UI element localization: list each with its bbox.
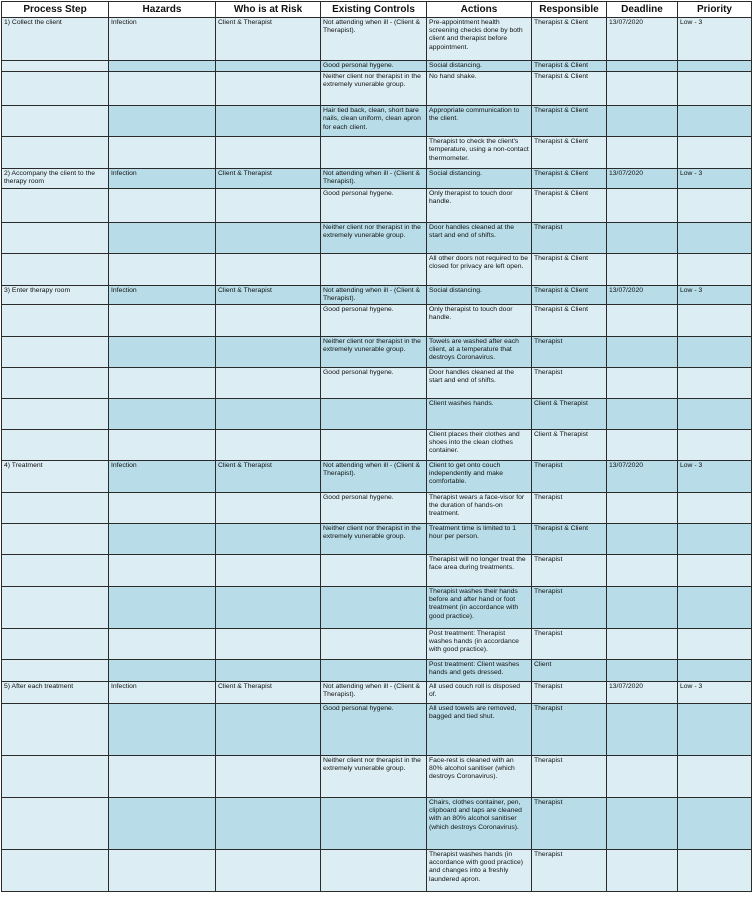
table-row xyxy=(2,253,752,285)
who-at-risk-cell xyxy=(216,704,321,756)
hazard-cell: Infection xyxy=(109,285,216,304)
deadline-cell xyxy=(607,253,678,285)
existing-control-cell: Good personal hygene. xyxy=(321,61,427,72)
process-step-cell xyxy=(2,253,109,285)
who-at-risk-cell: Client & Therapist xyxy=(216,18,321,61)
table-row xyxy=(2,660,752,682)
responsible-cell: Therapist & Client xyxy=(532,61,607,72)
deadline-cell xyxy=(607,337,678,368)
table-row xyxy=(2,461,752,493)
responsible-cell: Therapist & Client xyxy=(532,72,607,106)
who-at-risk-cell xyxy=(216,430,321,461)
deadline-cell xyxy=(607,137,678,169)
table-row xyxy=(2,337,752,368)
action-cell: Therapist to check the client's temperature, using a non-contact thermometer. xyxy=(427,137,532,169)
who-at-risk-cell xyxy=(216,137,321,169)
responsible-cell: Therapist & Client xyxy=(532,305,607,337)
table-row xyxy=(2,524,752,555)
process-step-cell xyxy=(2,399,109,430)
who-at-risk-cell xyxy=(216,798,321,850)
existing-control-cell: Neither client nor therapist in the extremely vunerable group. xyxy=(321,72,427,106)
existing-control-cell: Not attending when ill - (Client & Therapist). xyxy=(321,169,427,188)
header-responsible: Responsible xyxy=(532,2,607,18)
action-cell: All used towels are removed, bagged and tied shut. xyxy=(427,704,532,756)
action-cell: Treatment time is limited to 1 hour per person. xyxy=(427,524,532,555)
priority-cell xyxy=(678,61,752,72)
action-cell: Social distancing. xyxy=(427,61,532,72)
deadline-cell xyxy=(607,61,678,72)
table-row xyxy=(2,18,752,61)
deadline-cell: 13/07/2020 xyxy=(607,18,678,61)
responsible-cell: Therapist & Client xyxy=(532,524,607,555)
process-step-cell: 1) Collect the client xyxy=(2,18,109,61)
responsible-cell: Therapist xyxy=(532,368,607,399)
who-at-risk-cell xyxy=(216,524,321,555)
responsible-cell: Therapist xyxy=(532,850,607,892)
action-cell: Therapist washes hands (in accordance with good practice) and changes into a freshly laundered apron. xyxy=(427,850,532,892)
table-row xyxy=(2,106,752,137)
priority-cell xyxy=(678,704,752,756)
priority-cell xyxy=(678,430,752,461)
deadline-cell xyxy=(607,222,678,253)
who-at-risk-cell xyxy=(216,555,321,587)
table-row xyxy=(2,188,752,222)
existing-control-cell: Hair tied back, clean, short bare nails, clean uniform, clean apron for each client. xyxy=(321,106,427,137)
who-at-risk-cell: Client & Therapist xyxy=(216,682,321,704)
action-cell: Post treatment: Therapist washes hands (in accordance with good practice). xyxy=(427,629,532,660)
risk-assessment-table xyxy=(1,1,752,892)
action-cell: Therapist wears a face-visor for the duration of hands-on treatment. xyxy=(427,493,532,524)
who-at-risk-cell xyxy=(216,629,321,660)
process-step-cell xyxy=(2,61,109,72)
table-row xyxy=(2,72,752,106)
priority-cell: Low - 3 xyxy=(678,18,752,61)
responsible-cell: Therapist & Client xyxy=(532,106,607,137)
table-row xyxy=(2,399,752,430)
who-at-risk-cell xyxy=(216,756,321,798)
deadline-cell xyxy=(607,188,678,222)
table-row xyxy=(2,169,752,188)
table-row xyxy=(2,493,752,524)
deadline-cell xyxy=(607,704,678,756)
who-at-risk-cell xyxy=(216,253,321,285)
who-at-risk-cell: Client & Therapist xyxy=(216,461,321,493)
existing-control-cell xyxy=(321,555,427,587)
deadline-cell xyxy=(607,305,678,337)
hazard-cell xyxy=(109,493,216,524)
who-at-risk-cell xyxy=(216,106,321,137)
hazard-cell xyxy=(109,524,216,555)
process-step-cell xyxy=(2,629,109,660)
existing-control-cell: Good personal hygene. xyxy=(321,188,427,222)
who-at-risk-cell: Client & Therapist xyxy=(216,169,321,188)
responsible-cell: Therapist xyxy=(532,555,607,587)
process-step-cell xyxy=(2,222,109,253)
hazard-cell xyxy=(109,368,216,399)
hazard-cell xyxy=(109,629,216,660)
deadline-cell: 13/07/2020 xyxy=(607,461,678,493)
deadline-cell xyxy=(607,430,678,461)
hazard-cell xyxy=(109,660,216,682)
existing-control-cell: Neither client nor therapist in the extremely vunerable group. xyxy=(321,524,427,555)
process-step-cell xyxy=(2,106,109,137)
header-actions: Actions xyxy=(427,2,532,18)
table-row xyxy=(2,285,752,304)
header-priority: Priority xyxy=(678,2,752,18)
process-step-cell xyxy=(2,430,109,461)
hazard-cell xyxy=(109,305,216,337)
action-cell: Door handles cleaned at the start and end of shifts. xyxy=(427,368,532,399)
table-row xyxy=(2,682,752,704)
priority-cell xyxy=(678,188,752,222)
process-step-cell xyxy=(2,660,109,682)
responsible-cell: Therapist xyxy=(532,587,607,629)
existing-control-cell: Neither client nor therapist in the extremely vunerable group. xyxy=(321,756,427,798)
responsible-cell: Therapist & Client xyxy=(532,169,607,188)
hazard-cell xyxy=(109,253,216,285)
process-step-cell: 2) Accompany the client to the therapy room xyxy=(2,169,109,188)
action-cell: Only therapist to touch door handle. xyxy=(427,188,532,222)
existing-control-cell: Not attending when ill - (Client & Therapist). xyxy=(321,461,427,493)
priority-cell: Low - 3 xyxy=(678,461,752,493)
deadline-cell: 13/07/2020 xyxy=(607,682,678,704)
process-step-cell xyxy=(2,188,109,222)
responsible-cell: Therapist & Client xyxy=(532,285,607,304)
existing-control-cell xyxy=(321,629,427,660)
who-at-risk-cell xyxy=(216,222,321,253)
existing-control-cell: Not attending when ill - (Client & Therapist). xyxy=(321,285,427,304)
priority-cell xyxy=(678,305,752,337)
process-step-cell xyxy=(2,587,109,629)
responsible-cell: Therapist xyxy=(532,629,607,660)
table-row xyxy=(2,222,752,253)
deadline-cell xyxy=(607,850,678,892)
existing-control-cell: Not attending when ill - (Client & Therapist). xyxy=(321,18,427,61)
responsible-cell: Therapist xyxy=(532,682,607,704)
deadline-cell xyxy=(607,555,678,587)
deadline-cell xyxy=(607,587,678,629)
hazard-cell xyxy=(109,587,216,629)
who-at-risk-cell xyxy=(216,188,321,222)
action-cell: All used couch roll is disposed of. xyxy=(427,682,532,704)
action-cell: Towels are washed after each client, at a temperature that destroys Coronavirus. xyxy=(427,337,532,368)
deadline-cell xyxy=(607,756,678,798)
action-cell: Therapist washes their hands before and after hand or foot treatment (in accordance with good practice). xyxy=(427,587,532,629)
process-step-cell: 5) After each treatment xyxy=(2,682,109,704)
responsible-cell: Client xyxy=(532,660,607,682)
header-who-at-risk: Who is at Risk xyxy=(216,2,321,18)
hazard-cell xyxy=(109,798,216,850)
action-cell: Appropriate communication to the client. xyxy=(427,106,532,137)
hazard-cell xyxy=(109,222,216,253)
who-at-risk-cell xyxy=(216,587,321,629)
table-row xyxy=(2,555,752,587)
responsible-cell: Client & Therapist xyxy=(532,399,607,430)
action-cell: Only therapist to touch door handle. xyxy=(427,305,532,337)
responsible-cell: Therapist & Client xyxy=(532,137,607,169)
action-cell: Client to get onto couch independently and make comfortable. xyxy=(427,461,532,493)
existing-control-cell: Neither client nor therapist in the extremely vunerable group. xyxy=(321,337,427,368)
hazard-cell xyxy=(109,106,216,137)
hazard-cell xyxy=(109,399,216,430)
process-step-cell xyxy=(2,524,109,555)
table-row xyxy=(2,430,752,461)
process-step-cell xyxy=(2,850,109,892)
existing-control-cell xyxy=(321,587,427,629)
priority-cell xyxy=(678,253,752,285)
process-step-cell: 3) Enter therapy room xyxy=(2,285,109,304)
action-cell: Client washes hands. xyxy=(427,399,532,430)
deadline-cell: 13/07/2020 xyxy=(607,285,678,304)
hazard-cell: Infection xyxy=(109,18,216,61)
hazard-cell xyxy=(109,337,216,368)
table-row xyxy=(2,756,752,798)
header-process-step: Process Step xyxy=(2,2,109,18)
action-cell: Chairs, clothes container, pen, clipboard and taps are cleaned with an 80% alcohol sanitiser (which destroys Coronavirus). xyxy=(427,798,532,850)
action-cell: Pre-appointment health screening checks done by both client and therapist before appointment. xyxy=(427,18,532,61)
responsible-cell: Therapist xyxy=(532,704,607,756)
priority-cell xyxy=(678,222,752,253)
responsible-cell: Therapist xyxy=(532,337,607,368)
responsible-cell: Therapist xyxy=(532,756,607,798)
process-step-cell xyxy=(2,305,109,337)
responsible-cell: Therapist xyxy=(532,222,607,253)
process-step-cell xyxy=(2,493,109,524)
who-at-risk-cell xyxy=(216,493,321,524)
action-cell: Door handles cleaned at the start and end of shifts. xyxy=(427,222,532,253)
hazard-cell: Infection xyxy=(109,682,216,704)
process-step-cell xyxy=(2,756,109,798)
responsible-cell: Therapist xyxy=(532,461,607,493)
existing-control-cell xyxy=(321,850,427,892)
responsible-cell: Therapist & Client xyxy=(532,253,607,285)
deadline-cell xyxy=(607,493,678,524)
existing-control-cell: Neither client nor therapist in the extremely vunerable group. xyxy=(321,222,427,253)
action-cell: Post treatment: Client washes hands and gets dressed. xyxy=(427,660,532,682)
deadline-cell: 13/07/2020 xyxy=(607,169,678,188)
priority-cell xyxy=(678,798,752,850)
table-row xyxy=(2,704,752,756)
table-row xyxy=(2,368,752,399)
responsible-cell: Therapist & Client xyxy=(532,18,607,61)
priority-cell xyxy=(678,555,752,587)
priority-cell xyxy=(678,72,752,106)
deadline-cell xyxy=(607,524,678,555)
action-cell: Face-rest is cleaned with an 80% alcohol sanitiser (which destroys Coronavirus). xyxy=(427,756,532,798)
action-cell: All other doors not required to be closed for privacy are left open. xyxy=(427,253,532,285)
existing-control-cell: Good personal hygene. xyxy=(321,704,427,756)
header-row xyxy=(2,2,752,18)
priority-cell: Low - 3 xyxy=(678,169,752,188)
table-row xyxy=(2,305,752,337)
existing-control-cell: Not attending when ill - (Client & Therapist). xyxy=(321,682,427,704)
responsible-cell: Therapist xyxy=(532,798,607,850)
action-cell: Client places their clothes and shoes into the clean clothes container. xyxy=(427,430,532,461)
deadline-cell xyxy=(607,629,678,660)
existing-control-cell xyxy=(321,253,427,285)
table-row xyxy=(2,798,752,850)
hazard-cell xyxy=(109,137,216,169)
priority-cell xyxy=(678,137,752,169)
process-step-cell xyxy=(2,704,109,756)
deadline-cell xyxy=(607,368,678,399)
process-step-cell xyxy=(2,337,109,368)
process-step-cell xyxy=(2,72,109,106)
priority-cell xyxy=(678,337,752,368)
priority-cell xyxy=(678,368,752,399)
process-step-cell xyxy=(2,368,109,399)
priority-cell xyxy=(678,524,752,555)
hazard-cell: Infection xyxy=(109,461,216,493)
responsible-cell: Therapist xyxy=(532,493,607,524)
who-at-risk-cell: Client & Therapist xyxy=(216,285,321,304)
who-at-risk-cell xyxy=(216,850,321,892)
hazard-cell: Infection xyxy=(109,169,216,188)
hazard-cell xyxy=(109,430,216,461)
action-cell: No hand shake. xyxy=(427,72,532,106)
priority-cell xyxy=(678,587,752,629)
hazard-cell xyxy=(109,756,216,798)
process-step-cell xyxy=(2,137,109,169)
who-at-risk-cell xyxy=(216,72,321,106)
priority-cell xyxy=(678,106,752,137)
action-cell: Therapist will no longer treat the face area during treatments. xyxy=(427,555,532,587)
hazard-cell xyxy=(109,72,216,106)
hazard-cell xyxy=(109,704,216,756)
hazard-cell xyxy=(109,188,216,222)
process-step-cell xyxy=(2,555,109,587)
priority-cell xyxy=(678,660,752,682)
deadline-cell xyxy=(607,106,678,137)
priority-cell xyxy=(678,850,752,892)
priority-cell xyxy=(678,493,752,524)
deadline-cell xyxy=(607,72,678,106)
existing-control-cell: Good personal hygene. xyxy=(321,368,427,399)
existing-control-cell xyxy=(321,137,427,169)
priority-cell xyxy=(678,629,752,660)
existing-control-cell xyxy=(321,798,427,850)
existing-control-cell xyxy=(321,430,427,461)
deadline-cell xyxy=(607,798,678,850)
table-row xyxy=(2,629,752,660)
process-step-cell xyxy=(2,798,109,850)
table-row xyxy=(2,61,752,72)
hazard-cell xyxy=(109,61,216,72)
who-at-risk-cell xyxy=(216,660,321,682)
header-existing-controls: Existing Controls xyxy=(321,2,427,18)
table-row xyxy=(2,137,752,169)
who-at-risk-cell xyxy=(216,305,321,337)
deadline-cell xyxy=(607,660,678,682)
header-hazards: Hazards xyxy=(109,2,216,18)
priority-cell xyxy=(678,756,752,798)
deadline-cell xyxy=(607,399,678,430)
responsible-cell: Client & Therapist xyxy=(532,430,607,461)
priority-cell: Low - 3 xyxy=(678,285,752,304)
hazard-cell xyxy=(109,555,216,587)
existing-control-cell: Good personal hygene. xyxy=(321,305,427,337)
who-at-risk-cell xyxy=(216,368,321,399)
who-at-risk-cell xyxy=(216,61,321,72)
table-row xyxy=(2,850,752,892)
header-deadline: Deadline xyxy=(607,2,678,18)
process-step-cell: 4) Treatment xyxy=(2,461,109,493)
hazard-cell xyxy=(109,850,216,892)
priority-cell: Low - 3 xyxy=(678,682,752,704)
existing-control-cell xyxy=(321,399,427,430)
who-at-risk-cell xyxy=(216,399,321,430)
priority-cell xyxy=(678,399,752,430)
existing-control-cell: Good personal hygene. xyxy=(321,493,427,524)
action-cell: Social distancing. xyxy=(427,285,532,304)
responsible-cell: Therapist & Client xyxy=(532,188,607,222)
table-row xyxy=(2,587,752,629)
existing-control-cell xyxy=(321,660,427,682)
who-at-risk-cell xyxy=(216,337,321,368)
action-cell: Social distancing. xyxy=(427,169,532,188)
